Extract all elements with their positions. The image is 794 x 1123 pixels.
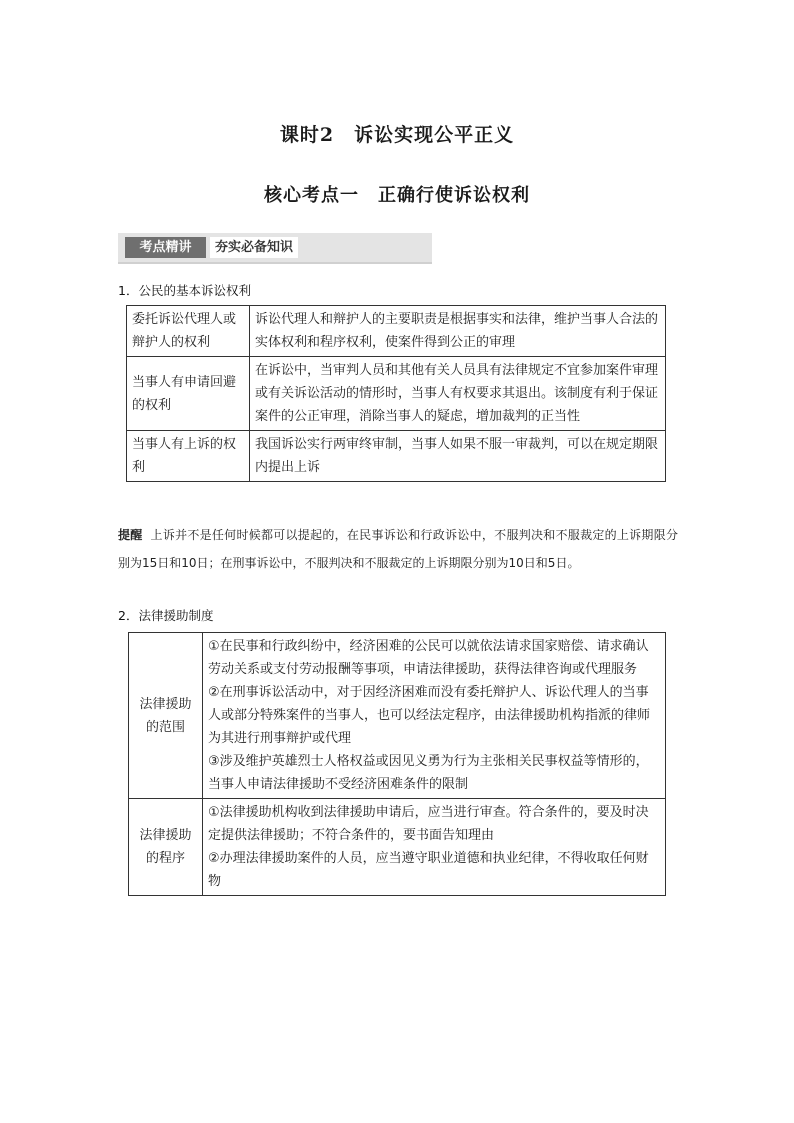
table-key-cell: 当事人有上诉的权利 <box>127 431 250 482</box>
table-key-cell: 委托诉讼代理人或辩护人的权利 <box>127 306 250 357</box>
list-item: ③涉及维护英雄烈士人格权益或因见义勇为行为主张相关民事权益等情形的，当事人申请法律援助不受经济困难条件的限制 <box>208 754 649 792</box>
tip-label: 提醒 <box>118 528 143 542</box>
page-title: 课时2 诉讼实现公平正义 <box>279 124 515 146</box>
table-key-text: 当事人有申请回避的权利 <box>132 375 237 413</box>
list-item: ①在民事和行政纠纷中，经济困难的公民可以就依法请求国家赔偿、请求确认劳动关系或支付劳动报酬等事项，申请法律援助，获得法律咨询或代理服务 <box>208 639 649 677</box>
tip-text: 上诉并不是任何时候都可以提起的，在民事诉讼和行政诉讼中，不服判决和不服裁定的上诉期限分别为15日和10日；在刑事诉讼中，不服判决和不服裁定的上诉期限分别为10日和5日。 <box>118 528 678 570</box>
table-row <box>129 633 666 799</box>
table-value-cell: 我国诉讼实行两审终审制，当事人如果不服一审裁判，可以在规定期限内提出上诉 <box>250 431 666 482</box>
list-item: ②办理法律援助案件的人员，应当遵守职业道德和执业纪律，不得收取任何财物 <box>208 851 649 889</box>
list-item: ①法律援助机构收到法律援助申请后，应当进行审查。符合条件的，要及时决定提供法律援助；不符合条件的，要书面告知理由 <box>208 805 649 843</box>
section-banner <box>118 233 432 262</box>
table-row <box>127 357 666 431</box>
banner-tag: 考点精讲 <box>125 237 206 258</box>
section-title: 核心考点一 正确行使诉讼权利 <box>264 185 530 206</box>
list-item: ②在刑事诉讼活动中，对于因经济困难而没有委托辩护人、诉讼代理人的当事人或部分特殊案件的当事人，也可以经法定程序，由法律援助机构指派的律师为其进行刑事辩护或代理 <box>208 685 651 746</box>
table-value-cell: 诉讼代理人和辩护人的主要职责是根据事实和法律，维护当事人合法的实体权利和程序权利，使案件得到公正的审理 <box>250 306 666 357</box>
banner-subtitle: 夯实必备知识 <box>210 237 298 258</box>
tip-note <box>118 521 678 577</box>
legal-aid-table <box>128 632 666 896</box>
table-value-cell <box>203 799 666 896</box>
table-key-cell: 法律援助的程序 <box>129 799 203 896</box>
heading-litigation-rights: 1．公民的基本诉讼权利 <box>118 283 251 298</box>
table-row <box>127 431 666 482</box>
table-key-cell: 法律援助的范围 <box>129 633 203 799</box>
table-key-cell <box>127 357 250 431</box>
table-row <box>129 799 666 896</box>
table-value-cell: 在诉讼中，当审判人员和其他有关人员具有法律规定不宜参加案件审理或有关诉讼活动的情形时，当事人有权要求其退出。该制度有利于保证案件的公正审理，消除当事人的疑虑，增加裁判的正当性 <box>250 357 666 431</box>
heading-legal-aid: 2．法律援助制度 <box>118 608 214 623</box>
table-row <box>127 306 666 357</box>
table-value-cell <box>203 633 666 799</box>
banner-divider <box>118 262 432 264</box>
litigation-rights-table <box>126 305 666 482</box>
